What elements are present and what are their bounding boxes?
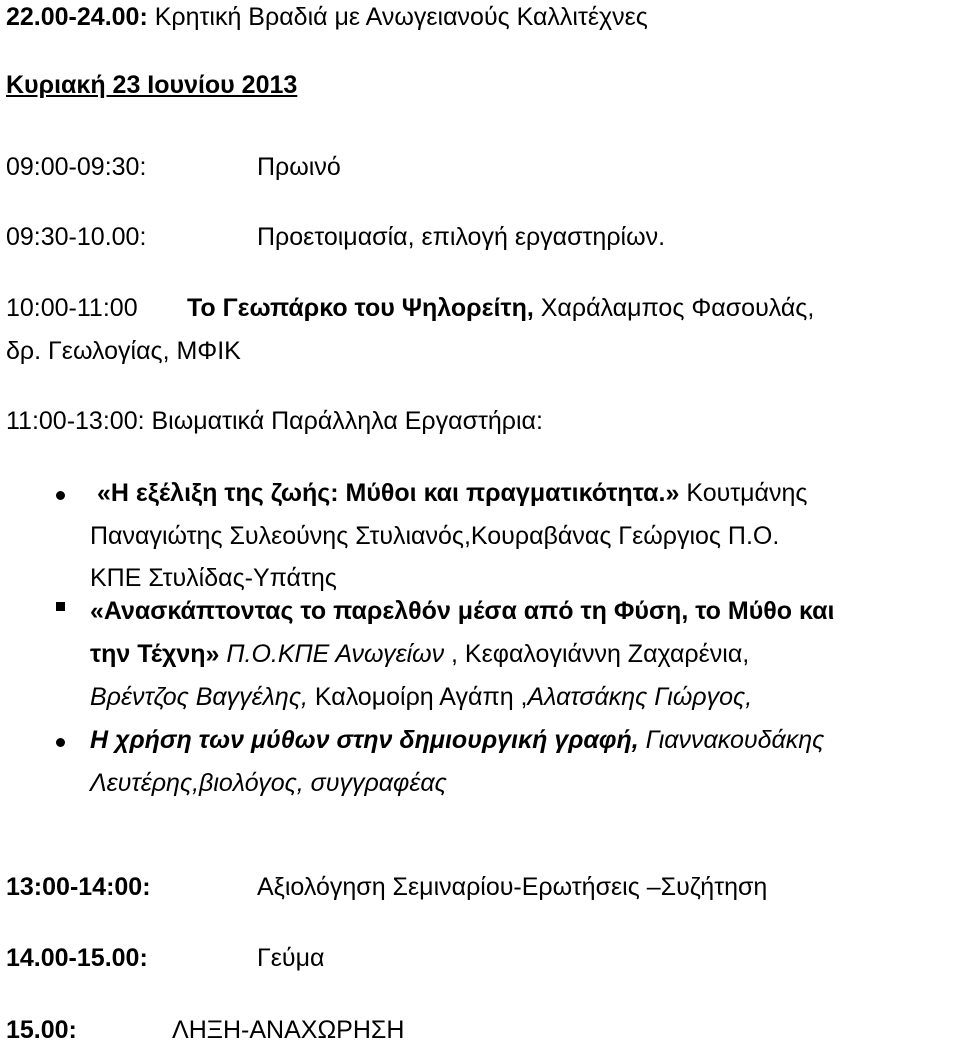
workshop-3 bbox=[90, 725, 824, 755]
workshop-3-speaker: Γιαννακουδάκης bbox=[638, 726, 825, 754]
workshop-1-org: ΚΠΕ Στυλίδας-Υπάτης bbox=[90, 564, 337, 592]
schedule-row-lunch-time: 14.00-15.00: bbox=[6, 944, 148, 972]
row-text-preparation: Προετοιμασία, επιλογή εργαστηρίων. bbox=[257, 223, 666, 251]
workshop-2-line3 bbox=[90, 682, 752, 712]
evening-event-line bbox=[6, 2, 648, 32]
workshop-2-speaker-c: Καλομοίρη Αγάπη , bbox=[307, 683, 528, 711]
schedule-row-breakfast bbox=[6, 152, 146, 182]
row-time: 11:00-13:00: bbox=[6, 407, 145, 435]
workshop-1-title: «Η εξέλιξη της ζωής: Μύθοι και πραγματικότητα.» bbox=[97, 479, 680, 507]
schedule-row-workshops bbox=[6, 406, 543, 436]
workshop-2-speaker-b: Βρέντζος Βαγγέλης, bbox=[90, 683, 308, 711]
row-time: 09:30-10.00: bbox=[6, 223, 147, 251]
schedule-row-end-time: 15.00: bbox=[6, 1016, 77, 1044]
geopark-speaker: Χαράλαμπος Φασουλάς, bbox=[533, 294, 815, 322]
schedule-row-preparation bbox=[6, 222, 146, 252]
workshop-1-speakers-cont: Παναγιώτης Συλεούνης Στυλιανός,Κουραβάνας Γεώργιος Π.Ο. bbox=[90, 522, 780, 550]
workshop-2-speaker-a: , Κεφαλογιάννη Ζαχαρένια, bbox=[444, 640, 750, 668]
row-text-geopark bbox=[187, 293, 814, 323]
schedule-row-evaluation-time: 13:00-14:00: bbox=[6, 873, 151, 901]
workshop-2-line2 bbox=[90, 639, 749, 669]
workshop-2-speaker-d: Αλατσάκης Γιώργος, bbox=[527, 683, 753, 711]
row-text-end: ΛΗΞΗ-ΑΝΑΧΩΡΗΣΗ bbox=[172, 1016, 405, 1044]
geopark-title: Το Γεωπάρκο του Ψηλορείτη, bbox=[187, 294, 534, 322]
geopark-speaker-cont: δρ. Γεωλογίας, ΜΦΙΚ bbox=[6, 337, 241, 365]
evening-text: Κρητική Βραδιά με Ανωγειανούς Καλλιτέχνες bbox=[147, 3, 648, 31]
row-text-breakfast: Πρωινό bbox=[257, 153, 341, 181]
workshop-1 bbox=[97, 478, 807, 508]
workshop-2-org: Π.Ο.ΚΠΕ Ανωγείων bbox=[219, 640, 445, 668]
row-time: 09:00-09:30: bbox=[6, 153, 147, 181]
bullet-square-icon bbox=[56, 602, 65, 611]
row-text-lunch: Γεύμα bbox=[257, 944, 325, 972]
workshop-1-speakers: Κουτμάνης bbox=[679, 479, 808, 507]
row-text-evaluation: Αξιολόγηση Σεμιναρίου-Ερωτήσεις –Συζήτηση bbox=[257, 873, 768, 901]
workshop-3-title: Η χρήση των μύθων στην δημιουργική γραφή, bbox=[90, 726, 639, 754]
schedule-row-geopark bbox=[6, 293, 138, 323]
bullet-dot-icon bbox=[56, 738, 65, 747]
evening-time: 22.00-24.00: bbox=[6, 3, 148, 31]
workshop-2-title: «Ανασκάπτοντας το παρελθόν μέσα από τη Φύση, το Μύθο και bbox=[90, 597, 835, 625]
row-time: 10:00-11:00 bbox=[6, 294, 138, 322]
date-heading: Κυριακή 23 Ιουνίου 2013 bbox=[6, 71, 298, 99]
row-text-workshops: Βιωματικά Παράλληλα Εργαστήρια: bbox=[144, 407, 543, 435]
bullet-dot-icon bbox=[56, 491, 65, 500]
workshop-2-title-cont: την Τέχνη» bbox=[90, 640, 220, 668]
workshop-3-speaker-cont: Λευτέρης,βιολόγος, συγγραφέας bbox=[90, 769, 447, 797]
